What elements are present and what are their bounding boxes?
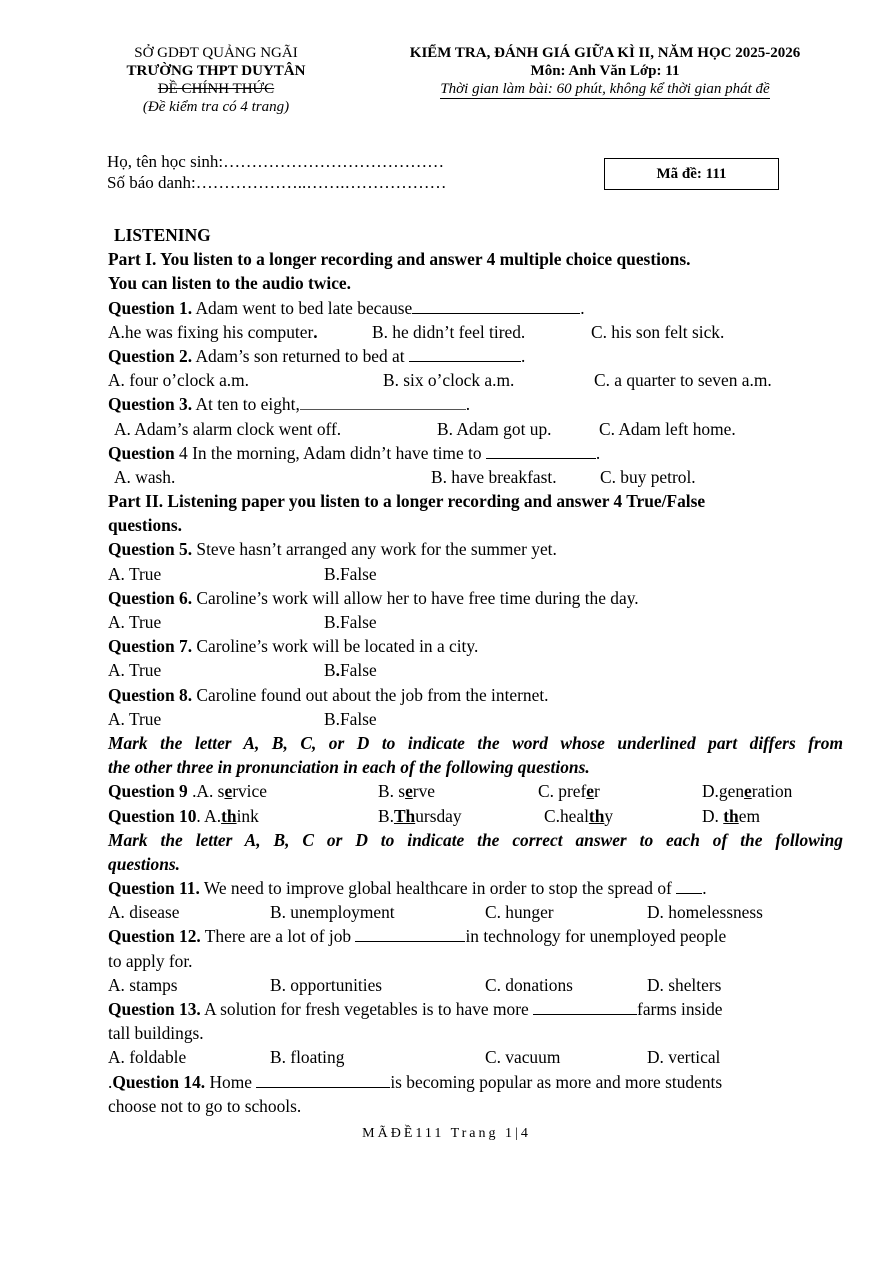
option-d[interactable]: D. homelessness [647, 902, 763, 923]
option-false[interactable]: B.False [324, 708, 377, 729]
question-1 [108, 296, 843, 320]
question-number: Question 7. [108, 636, 193, 657]
question-14 [108, 1070, 843, 1094]
question-stem: Adam went to bed late because [192, 297, 413, 318]
punct: . [580, 297, 585, 318]
answer-blank[interactable] [533, 998, 637, 1015]
instruction-correct-answer-cont: questions. [108, 853, 180, 874]
question-number: Question 2. [108, 345, 193, 366]
option-d[interactable]: D.generation [702, 781, 793, 802]
option-c[interactable]: C. a quarter to seven a.m. [594, 370, 772, 391]
option-c[interactable]: C. prefer [538, 781, 600, 802]
question-10 [108, 804, 843, 828]
option-a[interactable]: A.he was fixing his computer. [108, 321, 318, 342]
option-c[interactable]: C. vacuum [485, 1047, 561, 1068]
question-number: Question 13. [108, 999, 201, 1019]
question-6 [108, 586, 843, 610]
question-number: Question 14. [112, 1071, 206, 1092]
question-stem-rest: in technology for unemployed people [465, 926, 727, 947]
question-2 [108, 344, 843, 368]
time-line: Thời gian làm bài: 60 phút, không kể thời gian phát đề [440, 81, 770, 97]
question-12 [108, 924, 843, 948]
answer-blank[interactable] [676, 877, 702, 894]
part1-title: Part I. You listen to a longer recording and answer 4 multiple choice questions. [108, 249, 691, 270]
answer-blank[interactable] [412, 297, 580, 314]
option-true[interactable]: A. True [108, 563, 162, 584]
option-c[interactable]: C.healthy [544, 805, 614, 826]
punct: . [108, 1071, 113, 1092]
answer-blank[interactable] [256, 1071, 390, 1088]
option-c[interactable]: C. buy petrol. [600, 466, 696, 487]
question-4-options [108, 465, 843, 489]
exam-body [108, 223, 843, 1118]
option-b[interactable]: B. unemployment [270, 902, 395, 923]
question-stem-rest: is becoming popular as more and more students [390, 1071, 723, 1092]
question-7 [108, 634, 843, 658]
option-d[interactable]: D. vertical [647, 1047, 721, 1068]
punct: . [520, 345, 526, 366]
header-right [362, 44, 848, 99]
page-footer: MÃĐỀ111 Trang 1|4 [362, 1126, 531, 1141]
option-b[interactable]: B. he didn’t feel tired. [372, 321, 526, 342]
option-c[interactable]: C. Adam left home. [599, 418, 736, 439]
option-d[interactable]: D. shelters [647, 974, 722, 995]
question-1-options [108, 320, 843, 344]
question-stem: We need to improve global healthcare in order to stop the spread of [199, 878, 677, 899]
option-false[interactable]: B.False [324, 612, 377, 632]
question-number: Question [108, 442, 175, 463]
option-c[interactable]: C. his son felt sick. [591, 321, 725, 342]
answer-blank[interactable] [355, 925, 465, 942]
answer-blank[interactable] [409, 345, 521, 362]
question-12-cont: to apply for. [108, 950, 193, 971]
option-b[interactable]: B. Adam got up. [437, 418, 552, 439]
part2-title: Part II. Listening paper you listen to a longer recording and answer 4 True/False [108, 491, 706, 512]
punct: . [595, 442, 601, 463]
option-a[interactable]: A. wash. [114, 466, 176, 487]
section-title: LISTENING [114, 225, 211, 245]
punct: . [702, 878, 707, 899]
question-8-options [108, 707, 843, 731]
option-b[interactable]: B. serve [378, 781, 436, 802]
option-d[interactable]: D. them [702, 805, 760, 826]
question-5-options [108, 562, 843, 586]
question-number: Question 12. [108, 926, 201, 947]
question-7-options [108, 658, 843, 682]
option-a[interactable]: A.think [204, 805, 259, 826]
option-true[interactable]: A. True [108, 708, 162, 729]
question-14-cont: choose not to go to schools. [108, 1095, 302, 1116]
school-name: TRƯỜNG THPT DUYTÂN [126, 63, 306, 79]
option-b[interactable]: B. opportunities [270, 974, 383, 995]
exam-code-box: Mã đề: 111 [604, 158, 779, 190]
department-name: SỞ GDĐT QUẢNG NGÃI [134, 45, 298, 61]
punct: . [465, 394, 471, 415]
option-c[interactable]: C. donations [485, 974, 573, 995]
question-13-options [108, 1045, 843, 1069]
punct: . [196, 805, 205, 826]
question-11-options [108, 900, 843, 924]
question-4 [108, 441, 843, 465]
answer-blank[interactable] [486, 442, 596, 459]
option-b[interactable]: B. floating [270, 1047, 345, 1068]
question-stem: Caroline found out about the job from the internet. [192, 684, 549, 705]
question-3 [108, 392, 843, 416]
option-a[interactable]: A. four o’clock a.m. [108, 370, 250, 391]
question-number: Question 10 [108, 805, 197, 826]
question-stem: Steve hasn’t arranged any work for the summer yet. [192, 539, 557, 560]
question-3-options [108, 417, 843, 441]
question-number: Question 6. [108, 587, 193, 608]
official-label: ĐỀ CHÍNH THỨC [157, 81, 275, 97]
question-stem: At ten to eight, [192, 394, 300, 415]
question-stem: There are a lot of job [200, 926, 356, 947]
question-stem: 4 In the morning, Adam didn’t have time to [174, 442, 486, 463]
question-11 [108, 876, 843, 900]
option-false[interactable]: B.False [324, 563, 377, 584]
option-a[interactable]: A. Adam’s alarm clock went off. [114, 418, 342, 439]
question-stem: Adam’s son returned to bed at [192, 345, 409, 366]
subject-line: Môn: Anh Văn Lớp: 11 [530, 63, 680, 79]
student-name-field[interactable]: Họ, tên học sinh:………………………………… [107, 152, 445, 171]
option-a[interactable]: A. service [196, 781, 267, 802]
question-stem-rest: farms inside [637, 999, 723, 1019]
question-stem: A solution for fresh vegetables is to have more [200, 999, 534, 1019]
question-2-options [108, 368, 843, 392]
option-false[interactable]: B.False [324, 660, 377, 681]
question-stem: Home [205, 1071, 257, 1092]
option-a[interactable]: A. disease [108, 902, 180, 923]
option-a[interactable]: A. foldable [108, 1047, 187, 1068]
punct: . [187, 781, 197, 802]
option-b[interactable]: B.Thursday [378, 805, 462, 826]
question-13-cont: tall buildings. [108, 1023, 204, 1044]
option-a[interactable]: A. stamps [108, 974, 178, 995]
question-number: Question 11. [108, 878, 200, 899]
question-6-options [108, 610, 843, 634]
question-5 [108, 537, 843, 561]
instruction-pronunciation-cont: the other three in pronunciation in each of the following questions. [108, 757, 590, 778]
question-12-options [108, 973, 843, 997]
part2-subtitle: questions. [108, 515, 182, 536]
question-8 [108, 683, 843, 707]
question-number: Question 9 [108, 781, 188, 802]
question-number: Question 1. [108, 297, 193, 318]
part1-subtitle: You can listen to the audio twice. [108, 273, 351, 294]
student-id-field[interactable]: Số báo danh:………………..…….……………… [107, 173, 447, 192]
student-info [107, 151, 447, 193]
option-b[interactable]: B. six o’clock a.m. [383, 370, 515, 391]
instruction-correct-answer: Mark the letter A, B, C or D to indicate the correct answer to each of the following [108, 829, 843, 850]
option-b[interactable]: B. have breakfast. [431, 466, 557, 487]
question-13 [108, 997, 843, 1021]
question-stem: Caroline’s work will allow her to have free time during the day. [192, 587, 639, 608]
option-true[interactable]: A. True [108, 660, 162, 681]
question-stem: Caroline’s work will be located in a city. [192, 636, 479, 657]
pages-note: (Đề kiểm tra có 4 trang) [142, 99, 290, 115]
instruction-pronunciation: Mark the letter A, B, C, or D to indicate the word whose underlined part differs from [108, 732, 843, 753]
option-true[interactable]: A. True [108, 612, 162, 632]
option-c[interactable]: C. hunger [485, 902, 554, 923]
question-number: Question 3. [108, 394, 193, 415]
header-left [96, 44, 336, 116]
exam-title: KIỂM TRA, ĐÁNH GIÁ GIỮA KÌ II, NĂM HỌC 2025-2026 [409, 45, 801, 61]
question-number: Question 8. [108, 684, 193, 705]
question-number: Question 5. [108, 539, 193, 560]
answer-blank[interactable] [300, 393, 466, 410]
question-9 [108, 779, 843, 803]
